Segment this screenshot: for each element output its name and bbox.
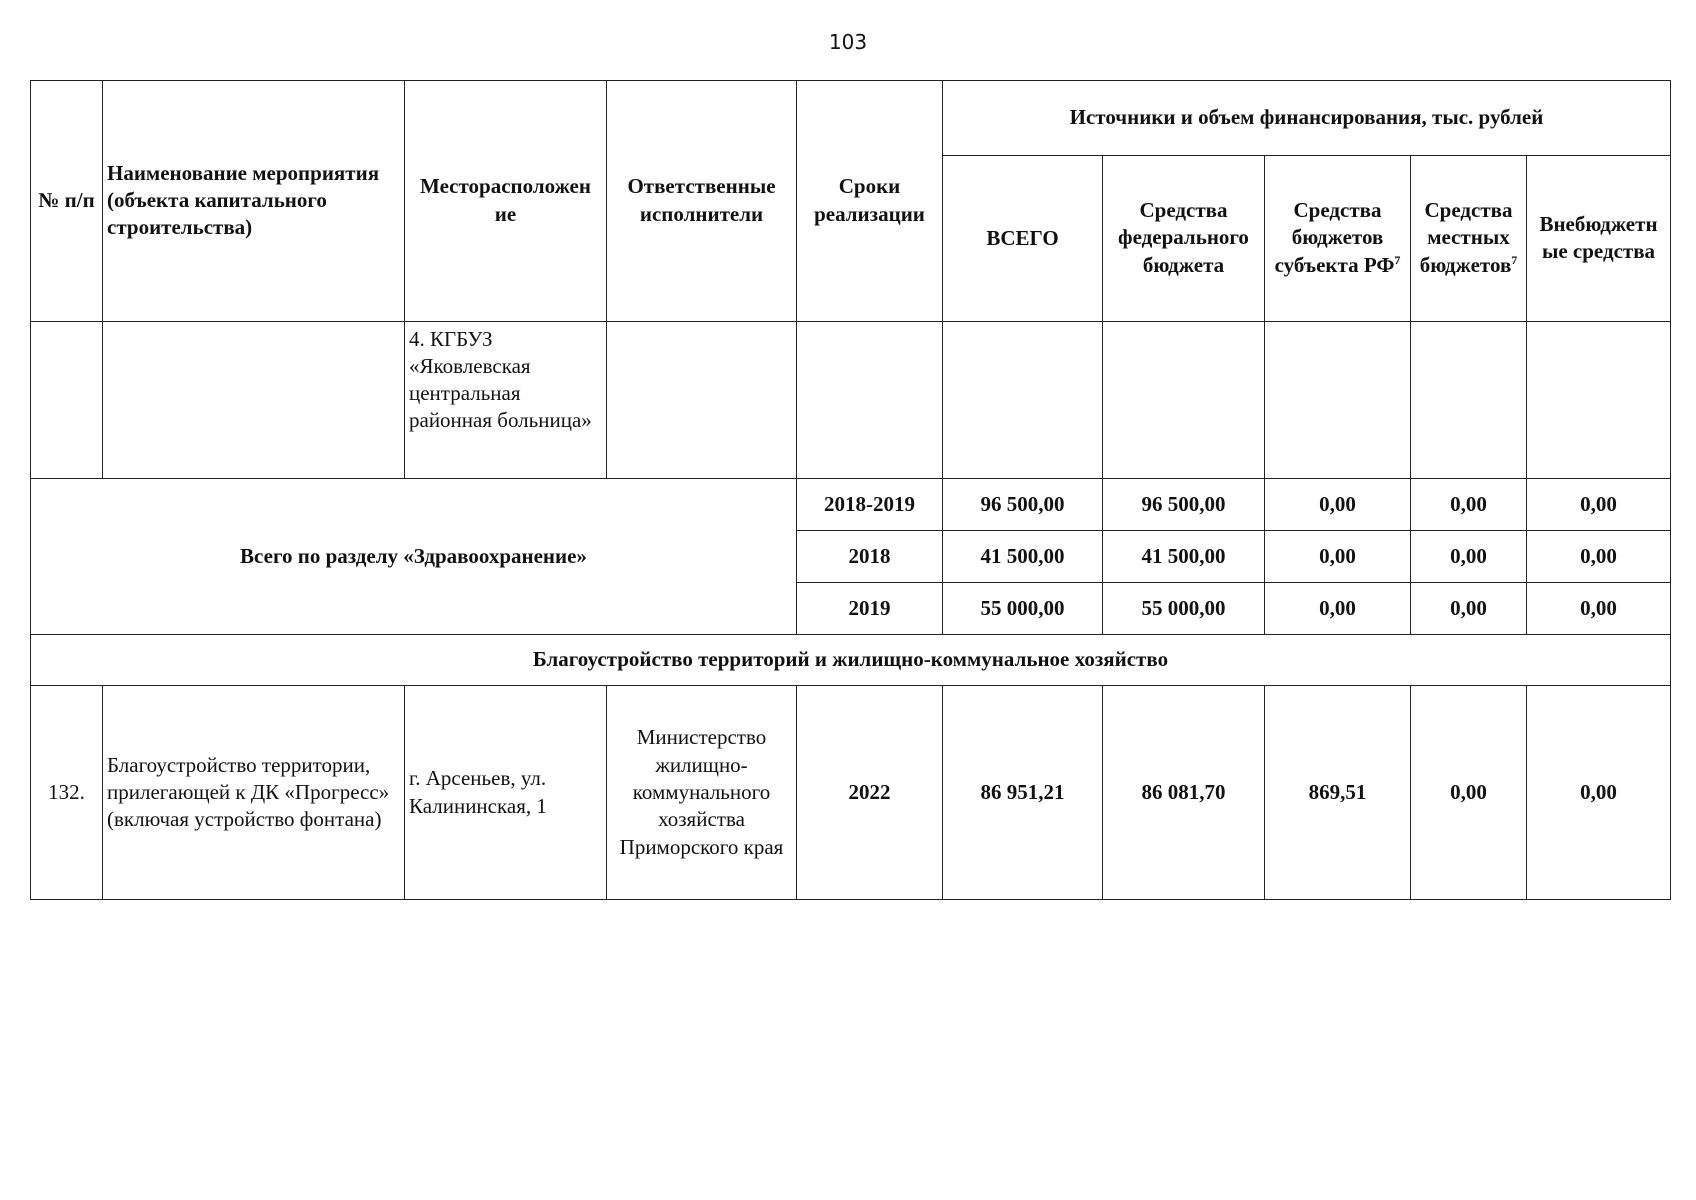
total-federal: 55 000,00 — [1103, 582, 1265, 634]
footnote-mark: 7 — [1394, 252, 1401, 267]
total-sum: 55 000,00 — [943, 582, 1103, 634]
total-extra: 0,00 — [1527, 479, 1671, 531]
total-federal: 96 500,00 — [1103, 479, 1265, 531]
cell-empty — [1265, 321, 1411, 479]
cell-empty — [103, 321, 405, 479]
section-heading: Благоустройство территорий и жилищно-коммунальное хозяйство — [31, 634, 1671, 686]
header-row-1 — [31, 81, 1671, 156]
continued-row — [31, 321, 1671, 479]
total-local: 0,00 — [1411, 479, 1527, 531]
item-local: 0,00 — [1411, 686, 1527, 900]
cell-empty — [607, 321, 797, 479]
cell-empty — [1103, 321, 1265, 479]
total-local: 0,00 — [1411, 582, 1527, 634]
total-local: 0,00 — [1411, 530, 1527, 582]
total-extra: 0,00 — [1527, 530, 1671, 582]
item-num: 132. — [31, 686, 103, 900]
total-row — [31, 479, 1671, 531]
total-sum: 96 500,00 — [943, 479, 1103, 531]
header-extra: Внебюджетн ые средства — [1527, 155, 1671, 321]
total-subject: 0,00 — [1265, 479, 1411, 531]
total-period: 2018 — [797, 530, 943, 582]
section-heading-row — [31, 634, 1671, 686]
item-period: 2022 — [797, 686, 943, 900]
header-responsible: Ответственные исполнители — [607, 81, 797, 322]
header-total: ВСЕГО — [943, 155, 1103, 321]
financing-table — [30, 80, 1671, 900]
header-sources-title: Источники и объем финансирования, тыс. рублей — [943, 81, 1671, 156]
item-subject: 869,51 — [1265, 686, 1411, 900]
total-extra: 0,00 — [1527, 582, 1671, 634]
item-name: Благоустройство территории, прилегающей к ДК «Прогресс» (включая устройство фонтана) — [103, 686, 405, 900]
total-sum: 41 500,00 — [943, 530, 1103, 582]
header-subject-text: Средства бюджетов субъекта РФ — [1274, 198, 1395, 277]
continued-location: 4. КГБУЗ «Яковлевская центральная районная больница» — [405, 321, 607, 479]
item-location: г. Арсеньев, ул. Калининская, 1 — [405, 686, 607, 900]
cell-empty — [1411, 321, 1527, 479]
header-name: Наименование мероприятия (объекта капитального строительства) — [103, 81, 405, 322]
total-period: 2019 — [797, 582, 943, 634]
header-location: Месторасположен ие — [405, 81, 607, 322]
item-responsible: Министерство жилищно-коммунального хозяйства Приморского края — [607, 686, 797, 900]
total-federal: 41 500,00 — [1103, 530, 1265, 582]
cell-empty — [1527, 321, 1671, 479]
total-period: 2018-2019 — [797, 479, 943, 531]
item-federal: 86 081,70 — [1103, 686, 1265, 900]
page-number: 103 — [828, 30, 868, 54]
cell-empty — [943, 321, 1103, 479]
cell-empty — [31, 321, 103, 479]
header-terms: Сроки реализации — [797, 81, 943, 322]
footnote-mark: 7 — [1511, 252, 1518, 267]
header-subject — [1265, 155, 1411, 321]
header-local — [1411, 155, 1527, 321]
header-num: № п/п — [31, 81, 103, 322]
item-row — [31, 686, 1671, 900]
item-extra: 0,00 — [1527, 686, 1671, 900]
header-federal: Средства федерального бюджета — [1103, 155, 1265, 321]
cell-empty — [797, 321, 943, 479]
header-local-text: Средства местных бюджетов — [1419, 198, 1513, 277]
section-total-label: Всего по разделу «Здравоохранение» — [31, 479, 797, 634]
total-subject: 0,00 — [1265, 582, 1411, 634]
total-subject: 0,00 — [1265, 530, 1411, 582]
item-total: 86 951,21 — [943, 686, 1103, 900]
